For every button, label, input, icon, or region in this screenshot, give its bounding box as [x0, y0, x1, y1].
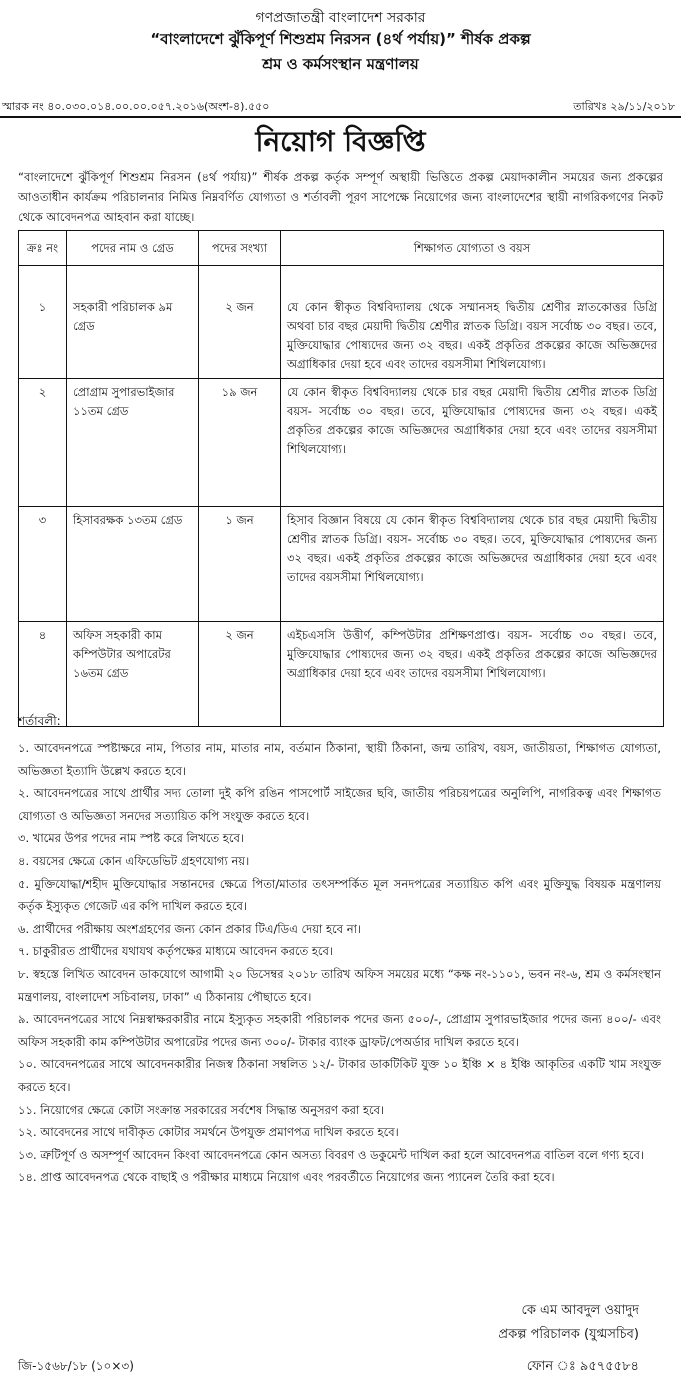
row-qualification: এইচএসসি উত্তীর্ণ, কম্পিউটার প্রশিক্ষণপ্রাপ্ত। বয়স- সর্বোচ্চ ৩০ বছর। তবে, মুক্তিযোদ্ধার পোষ্যদের জন্য ৩২ বছর। একই প্রকৃতির প্রকল্পের কাজে অভিজ্ঞদের অগ্রাধিকার দেয়া হবে এবং তাদের বয়সসীমা শিথিলযোগ্য। — [281, 622, 664, 727]
reference-code: জি-১৫৬৮/১৮ (১০×৩) — [18, 1359, 134, 1373]
row-qualification: যে কোন স্বীকৃত বিশ্ববিদ্যালয় থেকে সম্মানসহ দ্বিতীয় শ্রেণীর স্নাতকোত্তর ডিগ্রি অথবা চার বছর মেয়াদী দ্বিতীয় শ্রেণীর স্নাতক ডিগ্রি। বয়স সর্বোচ্চ ৩০ বছর। তবে, মুক্তিযোদ্ধার পোষ্যদের জন্য ৩২ বছর। একই প্রকৃতির প্রকল্পের কাজে অভিজ্ঞদের অগ্রাধিকার দেয়া হবে এবং তাদের বয়সসীমা শিথিলযোগ্য। — [281, 266, 664, 379]
table-header-row — [19, 231, 664, 266]
notice-date: তারিখঃ ২৯/১১/২০১৮ — [573, 100, 675, 113]
condition-item: ১১. নিয়োগের ক্ষেত্রে কোটা সংক্রান্ত সরকারের সর্বশেষ সিদ্ধান্ত অনুসরণ করা হবে। — [18, 1102, 385, 1117]
row-count: ২ জন — [199, 622, 281, 727]
intro-paragraph: “বাংলাদেশে ঝুঁকিপূর্ণ শিশুশ্রম নিরসন (৪র্থ পর্যায়)” শীর্ষক প্রকল্প কর্তৃক সম্পূর্ণ অস্থায়ী ভিত্তিতে প্রকল্প মেয়াদকালীন সময়ের জন্য প্রকল্পের আওতাধীন কার্যক্রম পরিচালনার নিমিত্ত নিম্নবর্ণিত যোগ্যতা ও শর্তাবলী পূরণ সাপেক্ষে নিয়োগের জন্য বাংলাদেশের স্থায়ী নাগরিকগণের নিকট থেকে আবেদনপত্র আহবান করা যাচ্ছে। — [18, 170, 663, 224]
row-post: সহকারী পরিচালক ৯ম গ্রেড — [67, 266, 199, 379]
col-header-qualification: শিক্ষাগত যোগ্যতা ও বয়স — [281, 231, 664, 266]
government-header: গণপ্রজাতন্ত্রী বাংলাদেশ সরকার — [255, 10, 426, 26]
table-row — [19, 266, 664, 379]
table-row — [19, 507, 664, 622]
condition-item: ২. আবেদনপত্রের সাথে প্রার্থীর সদ্য তোলা দুই কপি রঙিন পাসপোর্ট সাইজের ছবি, জাতীয় পরিচয়পত্রের অনুলিপি, নাগরিকত্ব এবং শিক্ষাগত যোগ্যতা ও অভিজ্ঞতা সনদের সত্যায়িত কপি সংযুক্ত করতে হবে। — [18, 786, 661, 823]
row-count: ১৯ জন — [199, 379, 281, 507]
row-serial: ১ — [19, 266, 67, 379]
condition-item: ১৩. ত্রুটিপূর্ণ ও অসম্পূর্ণ আবেদন কিংবা আবেদনপত্রে কোন অসত্য বিবরণ ও ডকুমেন্ট দাখিল করা হলে আবেদনপত্র বাতিল বলে গণ্য হবে। — [18, 1147, 645, 1162]
condition-item: ৭. চাকুরীরত প্রার্থীদের যথাযথ কর্তৃপক্ষের মাধ্যমে আবেদন করতে হবে। — [18, 944, 334, 959]
row-serial: ২ — [19, 379, 67, 507]
row-qualification: হিসাব বিজ্ঞান বিষয়ে যে কোন স্বীকৃত বিশ্ববিদ্যালয় থেকে চার বছর মেয়াদী দ্বিতীয় শ্রেণীর স্নাতক ডিগ্রি। বয়স- সর্বোচ্চ ৩০ বছর। তবে, মুক্তিযোদ্ধার পোষ্যদের জন্য ৩২ বছর। একই প্রকৃতির প্রকল্পের কাজে অভিজ্ঞদের অগ্রাধিকার দেয়া হবে এবং তাদের বয়সসীমা শিথিলযোগ্য। — [281, 507, 664, 622]
row-post: অফিস সহকারী কাম কম্পিউটার অপারেটর ১৬তম গ্রেড — [67, 622, 199, 727]
col-header-count: পদের সংখ্যা — [199, 231, 281, 266]
condition-item: ৯. আবেদনপত্রের সাথে নিম্নস্বাক্ষরকারীর নামে ইস্যুকৃত সহকারী পরিচালক পদের জন্য ৫০০/-, প্রোগ্রাম সুপারভাইজার পদের জন্য ৪০০/- এবং অফিস সহকারী কাম কম্পিউটার অপারেটর পদের জন্য ৩০০/- টাকার ব্যাংক ড্রাফট/পেঅর্ডার দাখিল করতে হবে। — [18, 1012, 661, 1049]
col-header-post: পদের নাম ও গ্রেড — [67, 231, 199, 266]
signatory-designation: প্রকল্প পরিচালক (যুগ্মসচিব) — [498, 1327, 639, 1342]
signatory-name: কে এম আবদুল ওয়াদুদ — [521, 1303, 639, 1318]
condition-item: ১৪. প্রাপ্ত আবেদনপত্র থেকে বাছাই ও পরীক্ষার মাধ্যমে নিয়োগ এবং পরবর্তীতে নিয়োগের জন্য প্যানেল তৈরি করা হবে। — [18, 1170, 555, 1185]
notice-title: নিয়োগ বিজ্ঞপ্তি — [255, 125, 426, 158]
condition-item: ৮. স্বহস্তে লিখিত আবেদন ডাকযোগে আগামী ২০ ডিসেম্বর ২০১৮ তারিখ অফিস সময়ের মধ্যে “কক্ষ নং-১১০১, ভবন নং-৬, শ্রম ও কর্মসংস্থান মন্ত্রণালয়, বাংলাদেশ সচিবালয়, ঢাকা” এ ঠিকানায় পৌছাতে হবে। — [18, 966, 661, 1004]
row-qualification: যে কোন স্বীকৃত বিশ্ববিদ্যালয় থেকে চার বছর মেয়াদী দ্বিতীয় শ্রেণীর স্নাতক ডিগ্রি বয়স- সর্বোচ্চ ৩০ বছর। তবে, মুক্তিযোদ্ধার পোষ্যদের জন্য ৩২ বছর। একই প্রকৃতির প্রকল্পের কাজে অভিজ্ঞদের অগ্রাধিকার দেয়া হবে এবং তাদের বয়সসীমা শিথিলযোগ্য। — [281, 379, 664, 507]
condition-item: ৪. বয়সের ক্ষেত্রে কোন এফিডেভিট গ্রহণযোগ্য নয়। — [18, 853, 250, 868]
project-title: “বাংলাদেশে ঝুঁকিপূর্ণ শিশুশ্রম নিরসন (৪র্থ পর্যায়)” শীর্ষক প্রকল্প — [150, 30, 531, 48]
row-serial: ৩ — [19, 507, 67, 622]
condition-item: ১০. আবেদনপত্রের সাথে আবেদনকারীর নিজস্ব ঠিকানা সম্বলিত ১২/- টাকার ডাকটিকিট যুক্ত ১০ ইঞ্চি × ৪ ইঞ্চি আকৃতির একটি খাম সংযুক্ত করতে হবে। — [18, 1057, 661, 1094]
memo-number: স্মারক নং ৪০.০৩০.০১৪.০০.০০.০৫৭.২০১৬(অংশ-৪).৫৫০ — [2, 100, 270, 113]
condition-item: ৫. মুক্তিযোদ্ধা/শহীদ মুক্তিযোদ্ধার সন্তানদের ক্ষেত্রে পিতা/মাতার তৎসম্পর্কিত মূল সনদপত্রের সত্যায়িত কপি এবং মুক্তিযুদ্ধ বিষয়ক মন্ত্রণালয় কর্তৃক ইস্যুকৃত গেজেট এর কপি দাখিল করতে হবে। — [18, 876, 661, 914]
table-row — [19, 622, 664, 727]
table-row — [19, 379, 664, 507]
row-count: ২ জন — [199, 266, 281, 379]
condition-item: ৬. প্রার্থীদের পরীক্ষায় অংশগ্রহণের জন্য কোন প্রকার টিএ/ডিএ দেয়া হবে না। — [18, 921, 362, 936]
row-count: ১ জন — [199, 507, 281, 622]
header-divider — [0, 116, 681, 118]
conditions-title: শর্তাবলী: — [18, 714, 61, 728]
row-post: প্রোগ্রাম সুপারভাইজার ১১তম গ্রেড — [67, 379, 199, 507]
condition-item: ১. আবেদনপত্রে স্পষ্টাক্ষরে নাম, পিতার নাম, মাতার নাম, বর্তমান ঠিকানা, স্থায়ী ঠিকানা, জন্ম তারিখ, বয়স, জাতীয়তা, শিক্ষাগত যোগ্যতা, অভিজ্ঞতা ইত্যাদি উল্লেখ করতে হবে। — [18, 741, 661, 778]
vacancy-table — [18, 230, 664, 727]
col-header-serial: ক্রঃ নং — [19, 231, 67, 266]
ministry-name: শ্রম ও কর্মসংস্থান মন্ত্রণালয় — [262, 55, 419, 73]
row-serial: ৪ — [19, 622, 67, 727]
signatory-phone: ফোন ঃ ৯৫৭৫৫৮৪ — [526, 1359, 639, 1374]
conditions-list — [18, 737, 661, 1189]
row-post: হিসাবরক্ষক ১৩তম গ্রেড — [67, 507, 199, 622]
condition-item: ১২. আবেদনের সাথে দাবীকৃত কোটার সমর্থনে উপযুক্ত প্রমাণপত্র দাখিল করতে হবে। — [18, 1125, 399, 1140]
condition-item: ৩. খামের উপর পদের নাম স্পষ্ট করে লিখতে হবে। — [18, 831, 244, 846]
